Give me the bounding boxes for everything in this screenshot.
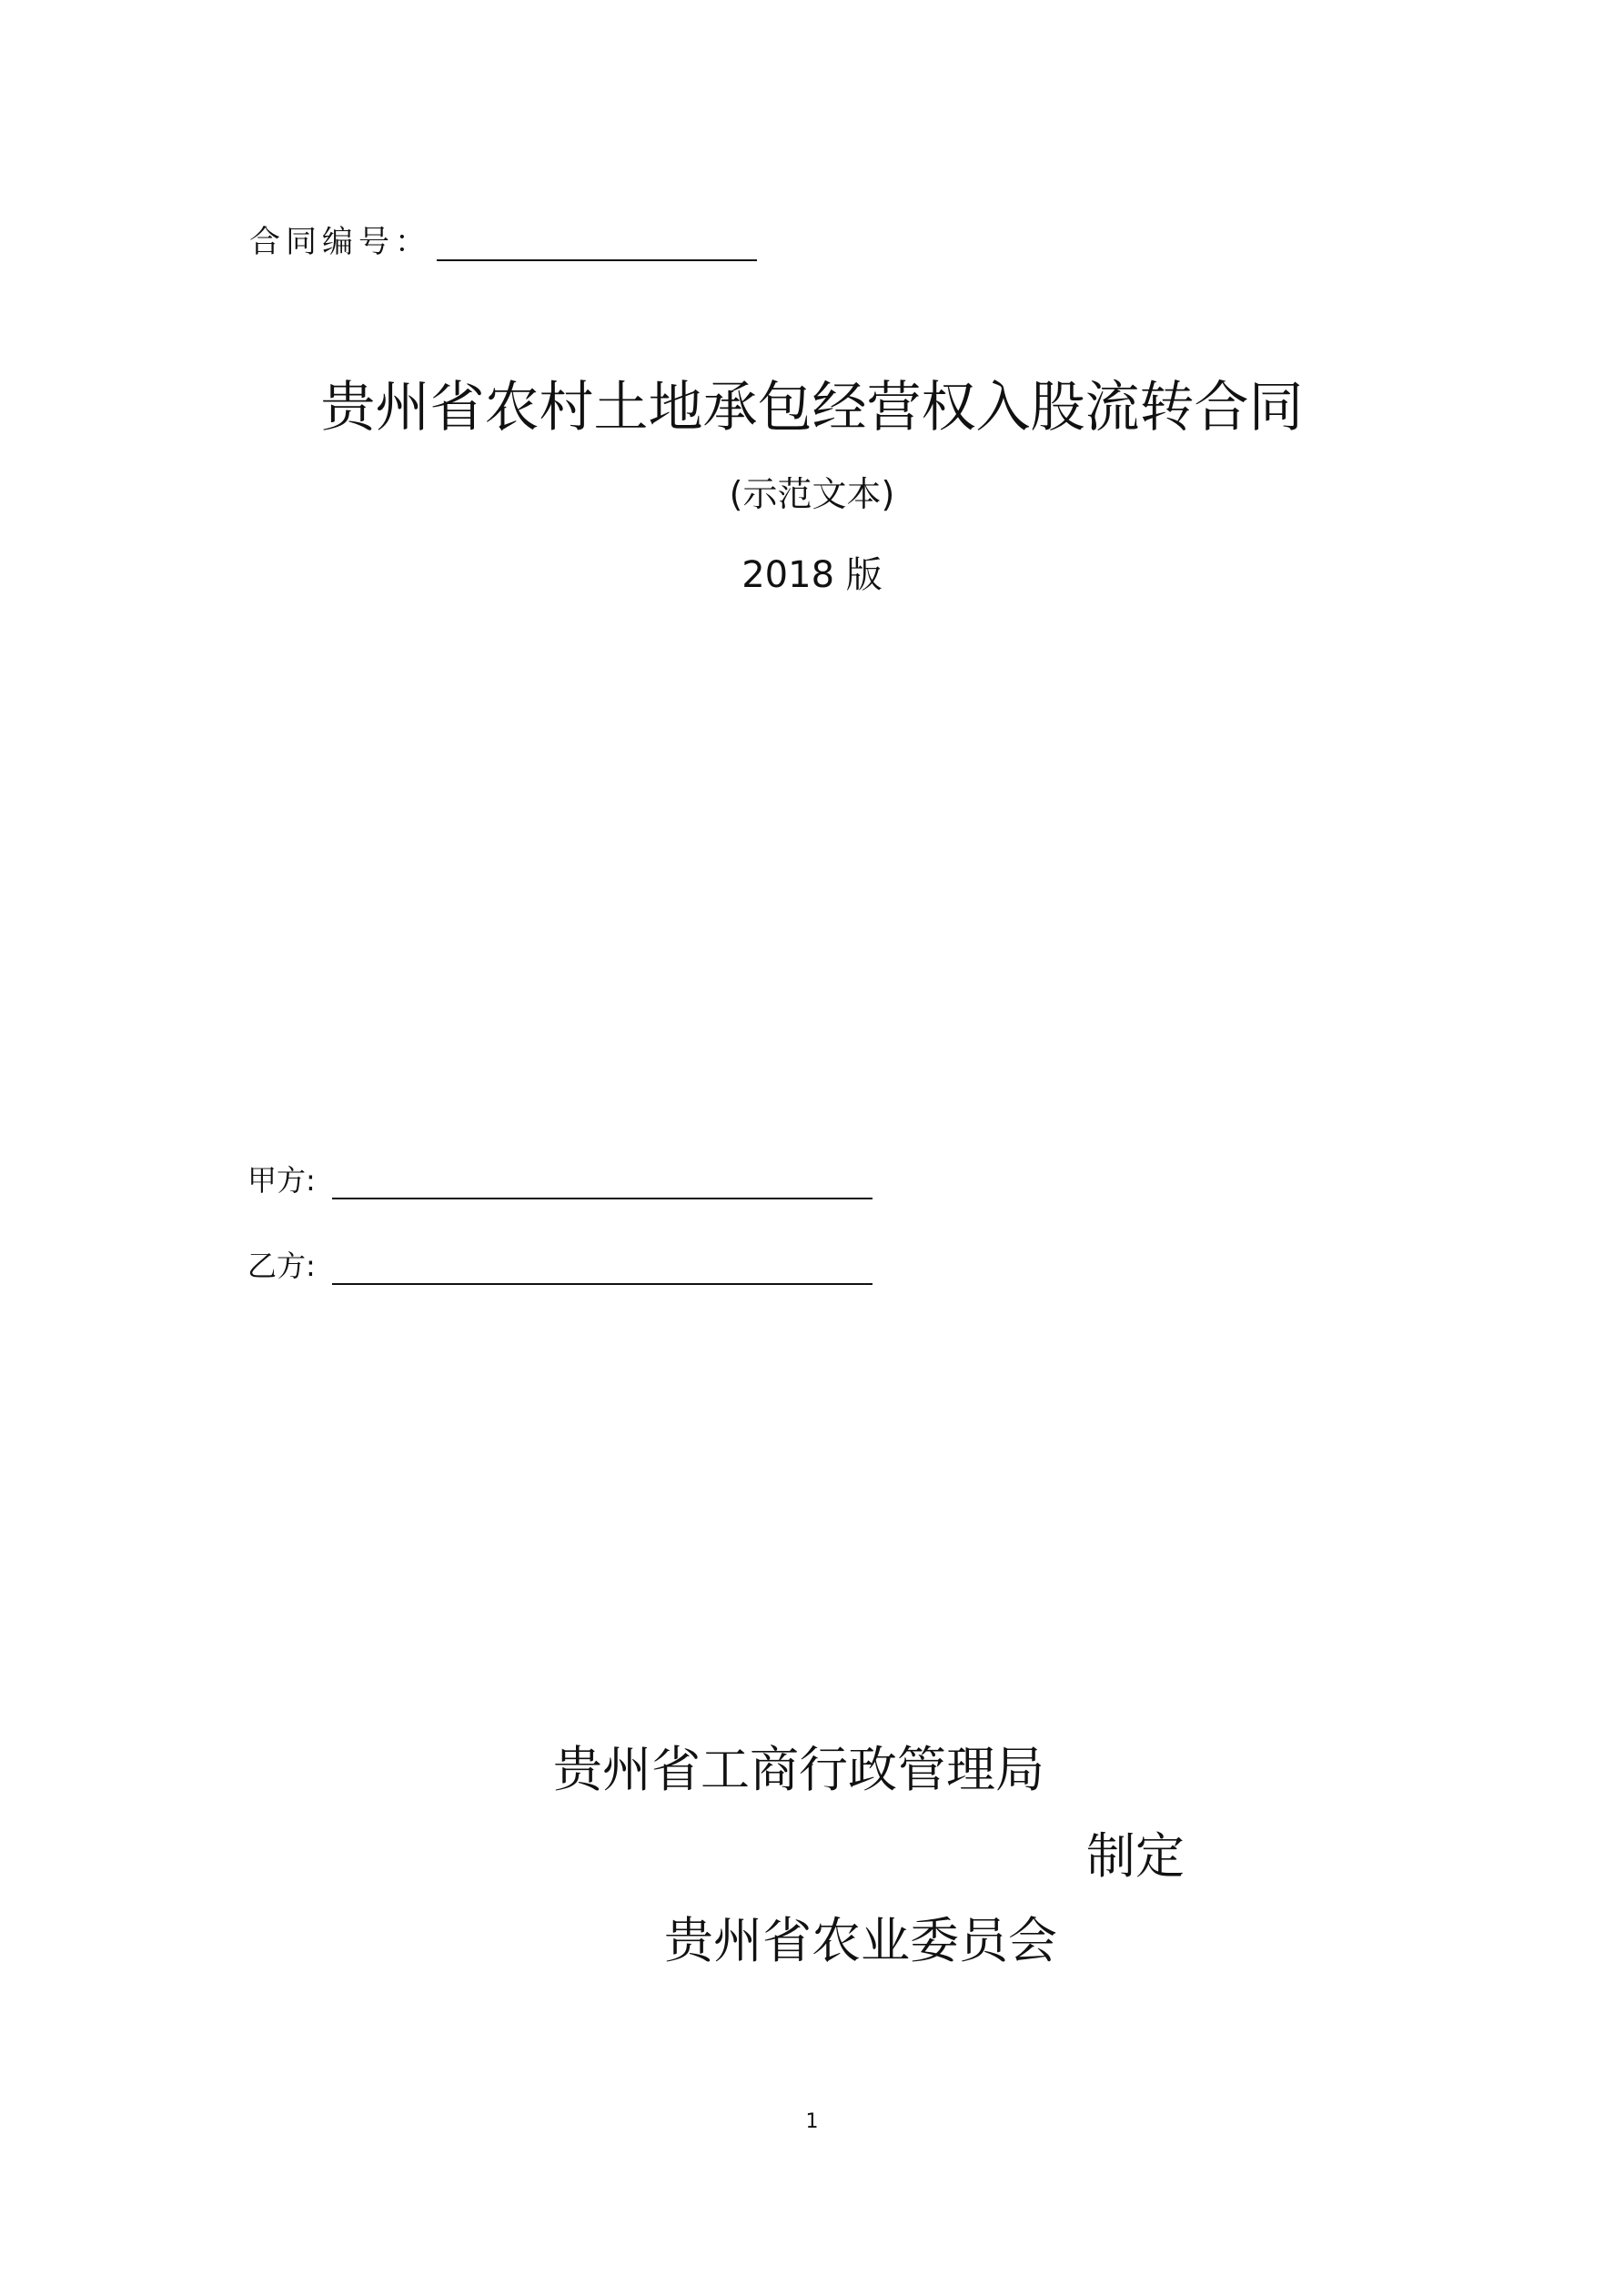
document-edition: 2018 版: [741, 554, 883, 596]
issuer-industry-commerce: 贵州省工商行政管理局: [553, 1741, 1044, 1798]
party-b-label: 乙方:: [247, 1249, 316, 1283]
document-subtitle: (示范文本): [729, 474, 895, 514]
document-title: 贵州省农村土地承包经营权入股流转合同: [320, 376, 1304, 440]
contract-number-blank: [437, 225, 757, 261]
party-a-label: 甲方:: [247, 1163, 316, 1198]
issuer-agriculture: 贵州省农业委员会: [664, 1912, 1057, 1969]
party-b-blank: [332, 1250, 873, 1285]
issue-action: 制定: [1086, 1827, 1185, 1885]
contract-number-label: 合同编号：: [249, 224, 431, 260]
party-b-line: [247, 1243, 873, 1285]
page-number: 1: [805, 2110, 819, 2133]
contract-number-line: [249, 217, 757, 261]
party-a-blank: [332, 1165, 873, 1199]
party-a-line: [247, 1158, 873, 1199]
